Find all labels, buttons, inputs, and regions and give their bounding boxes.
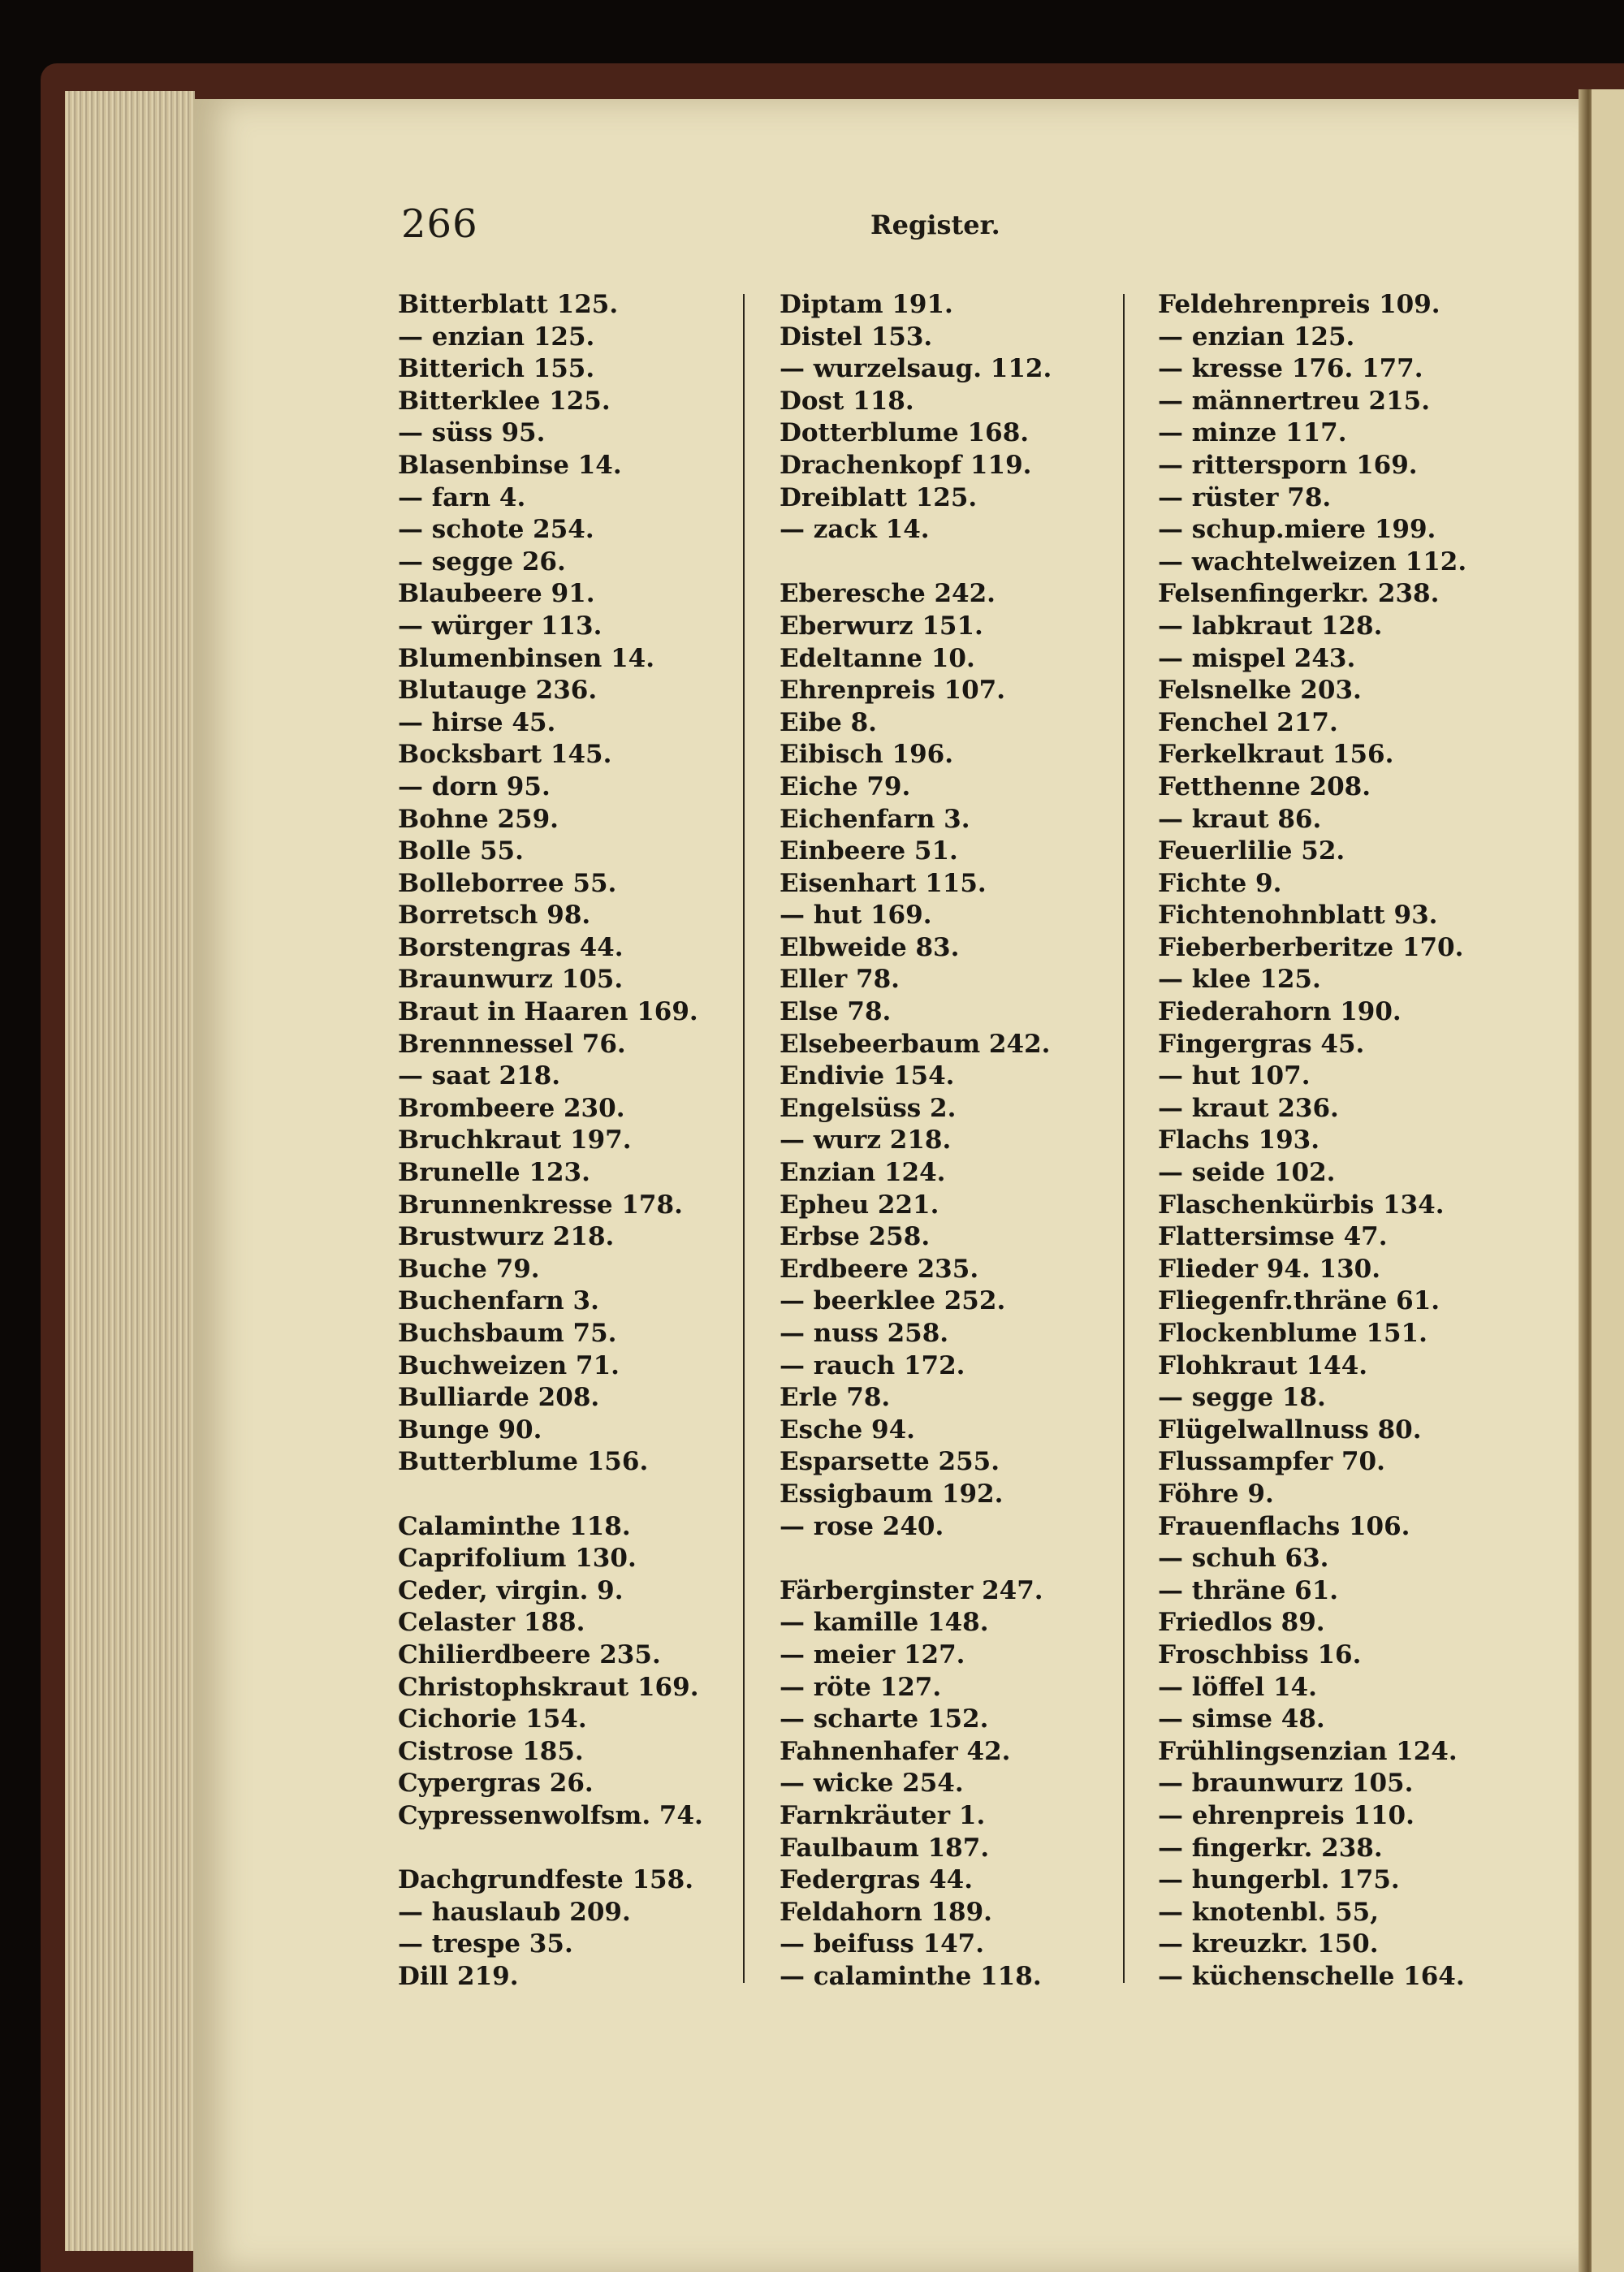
index-entry: Fiederahorn 190. bbox=[1158, 997, 1402, 1027]
index-entry: Dachgrundfeste 158. bbox=[398, 1865, 693, 1895]
section-gap bbox=[398, 1479, 739, 1511]
index-entry: — segge 26. bbox=[398, 546, 566, 577]
index-entry: Blumenbinsen 14. bbox=[398, 643, 655, 673]
index-entry: Flockenblume 151. bbox=[1158, 1319, 1427, 1348]
index-entry: — farn 4. bbox=[398, 482, 526, 512]
index-entry: Erbse 258. bbox=[780, 1222, 931, 1252]
index-column-1 bbox=[398, 289, 739, 1993]
index-entry: — hut 169. bbox=[780, 901, 932, 931]
index-entry: Endivie 154. bbox=[780, 1061, 955, 1091]
index-entry: — mispel 243. bbox=[1158, 643, 1356, 673]
index-entry: Distel 153. bbox=[780, 322, 933, 352]
index-entry: Fahnenhafer 42. bbox=[780, 1736, 1011, 1766]
index-entry: Fichte 9. bbox=[1158, 868, 1282, 898]
index-entry: Chilierdbeere 235. bbox=[398, 1639, 661, 1669]
index-entry: Fichtenohnblatt 93. bbox=[1158, 901, 1438, 931]
index-entry: — calaminthe 118. bbox=[780, 1961, 1042, 1991]
index-entry: Buche 79. bbox=[398, 1254, 540, 1284]
index-entry: — würger 113. bbox=[398, 611, 603, 641]
index-entry: Bolleborree 55. bbox=[398, 868, 617, 898]
index-entry: Dreiblatt 125. bbox=[780, 482, 978, 512]
index-entry: Blutauge 236. bbox=[398, 676, 598, 706]
index-entry: — kreuzkr. 150. bbox=[1158, 1929, 1379, 1959]
index-entry: — küchenschelle 164. bbox=[1158, 1961, 1465, 1991]
index-entry: Cistrose 185. bbox=[398, 1736, 584, 1766]
index-column-3 bbox=[1158, 289, 1499, 1993]
index-entry: — minze 117. bbox=[1158, 418, 1347, 448]
index-entry: Else 78. bbox=[780, 997, 892, 1027]
index-entry: Butterblume 156. bbox=[398, 1447, 649, 1477]
column-rule bbox=[743, 294, 745, 1983]
section-gap bbox=[398, 1833, 739, 1865]
index-entry: Bunge 90. bbox=[398, 1415, 542, 1445]
index-entry: Einbeere 51. bbox=[780, 836, 958, 866]
index-entry: — löffel 14. bbox=[1158, 1672, 1317, 1702]
facing-page-edge bbox=[1592, 89, 1624, 2272]
index-entry: — hirse 45. bbox=[398, 707, 556, 737]
index-entry: Christophskraut 169. bbox=[398, 1672, 699, 1702]
index-entry: Flaschenkürbis 134. bbox=[1158, 1190, 1445, 1220]
index-entry: — kraut 86. bbox=[1158, 804, 1322, 834]
index-entry: — enzian 125. bbox=[1158, 322, 1355, 352]
index-entry: Borstengras 44. bbox=[398, 932, 624, 962]
index-entry: Eiche 79. bbox=[780, 771, 911, 801]
index-entry: Elsebeerbaum 242. bbox=[780, 1029, 1051, 1059]
index-entry: Friedlos 89. bbox=[1158, 1608, 1325, 1638]
index-entry: Bitterich 155. bbox=[398, 354, 595, 384]
index-entry: Fliegenfr.thräne 61. bbox=[1158, 1286, 1440, 1316]
index-entry: — nuss 258. bbox=[780, 1319, 949, 1348]
index-entry: — wicke 254. bbox=[780, 1769, 964, 1799]
index-entry: Eibe 8. bbox=[780, 707, 877, 737]
index-entry: Fieberberberitze 170. bbox=[1158, 932, 1464, 962]
index-entry: Cypressenwolfsm. 74. bbox=[398, 1800, 703, 1830]
index-entry: Fetthenne 208. bbox=[1158, 771, 1371, 801]
index-entry: — zack 14. bbox=[780, 515, 930, 545]
index-entry: Flieder 94. 130. bbox=[1158, 1254, 1381, 1284]
index-entry: — segge 18. bbox=[1158, 1383, 1326, 1413]
index-entry: Fenchel 217. bbox=[1158, 707, 1338, 737]
index-entry: — kresse 176. 177. bbox=[1158, 354, 1423, 384]
index-entry: Calaminthe 118. bbox=[398, 1511, 631, 1541]
index-entry: Brunnenkresse 178. bbox=[398, 1190, 683, 1220]
index-entry: Eller 78. bbox=[780, 965, 900, 995]
index-entry: — seide 102. bbox=[1158, 1158, 1336, 1188]
index-entry: Drachenkopf 119. bbox=[780, 450, 1032, 480]
index-entry: Blaubeere 91. bbox=[398, 579, 595, 609]
index-entry: Diptam 191. bbox=[780, 290, 953, 319]
index-entry: Dotterblume 168. bbox=[780, 418, 1030, 448]
index-entry: Frauenflachs 106. bbox=[1158, 1511, 1410, 1541]
index-entry: Bitterklee 125. bbox=[398, 386, 611, 416]
index-entry: — simse 48. bbox=[1158, 1704, 1325, 1734]
index-entry: Blasenbinse 14. bbox=[398, 450, 622, 480]
index-entry: Froschbiss 16. bbox=[1158, 1639, 1362, 1669]
index-entry: Eichenfarn 3. bbox=[780, 804, 970, 834]
index-entry: — labkraut 128. bbox=[1158, 611, 1383, 641]
index-entry: — rauch 172. bbox=[780, 1350, 965, 1380]
index-entry: — schup.miere 199. bbox=[1158, 515, 1436, 545]
index-entry: Färberginster 247. bbox=[780, 1575, 1043, 1605]
index-entry: — schote 254. bbox=[398, 515, 594, 545]
index-entry: Erdbeere 235. bbox=[780, 1254, 979, 1284]
index-entry: — hut 107. bbox=[1158, 1061, 1311, 1091]
index-entry: Essigbaum 192. bbox=[780, 1479, 1004, 1509]
index-entry: — enzian 125. bbox=[398, 322, 595, 352]
index-entry: — meier 127. bbox=[780, 1639, 965, 1669]
index-entry: Buchweizen 71. bbox=[398, 1350, 620, 1380]
index-entry: — süss 95. bbox=[398, 418, 546, 448]
index-entry: Feldahorn 189. bbox=[780, 1897, 992, 1927]
index-entry: Farnkräuter 1. bbox=[780, 1800, 986, 1830]
index-entry: — beerklee 252. bbox=[780, 1286, 1006, 1316]
index-entry: Ceder, virgin. 9. bbox=[398, 1575, 624, 1605]
index-entry: Esche 94. bbox=[780, 1415, 915, 1445]
index-entry: Felsnelke 203. bbox=[1158, 676, 1362, 706]
index-entry: Braut in Haaren 169. bbox=[398, 997, 698, 1027]
index-entry: — knotenbl. 55, bbox=[1158, 1897, 1380, 1927]
index-entry: Feuerlilie 52. bbox=[1158, 836, 1345, 866]
index-entry: Brennnessel 76. bbox=[398, 1029, 626, 1059]
index-entry: Borretsch 98. bbox=[398, 901, 591, 931]
index-entry: Ehrenpreis 107. bbox=[780, 676, 1006, 706]
section-gap bbox=[780, 1543, 1121, 1575]
index-entry: — männertreu 215. bbox=[1158, 386, 1431, 416]
index-entry: Flachs 193. bbox=[1158, 1125, 1320, 1155]
index-entry: Bocksbart 145. bbox=[398, 740, 612, 770]
index-entry: Enzian 124. bbox=[780, 1158, 946, 1188]
index-entry: — braunwurz 105. bbox=[1158, 1769, 1414, 1799]
index-column-2 bbox=[780, 289, 1121, 1993]
index-entry: Eibisch 196. bbox=[780, 740, 954, 770]
index-entry: — röte 127. bbox=[780, 1672, 942, 1702]
index-entry: — beifuss 147. bbox=[780, 1929, 985, 1959]
index-entry: Dost 118. bbox=[780, 386, 914, 416]
index-entry: Brombeere 230. bbox=[398, 1093, 625, 1123]
index-entry: Dill 219. bbox=[398, 1961, 519, 1991]
index-entry: Föhre 9. bbox=[1158, 1479, 1274, 1509]
index-entry: — kraut 236. bbox=[1158, 1093, 1339, 1123]
index-entry: — ehrenpreis 110. bbox=[1158, 1800, 1415, 1830]
index-entry: — fingerkr. 238. bbox=[1158, 1833, 1383, 1863]
index-entry: Faulbaum 187. bbox=[780, 1833, 990, 1863]
index-entry: Ferkelkraut 156. bbox=[1158, 740, 1394, 770]
index-entry: — dorn 95. bbox=[398, 771, 551, 801]
index-entry: Frühlingsenzian 124. bbox=[1158, 1736, 1458, 1766]
index-entry: Eberwurz 151. bbox=[780, 611, 983, 641]
index-entry: Eberesche 242. bbox=[780, 579, 996, 609]
index-entry: Buchsbaum 75. bbox=[398, 1319, 617, 1348]
index-entry: Engelsüss 2. bbox=[780, 1093, 957, 1123]
index-entry: Elbweide 83. bbox=[780, 932, 960, 962]
index-entry: — wurz 218. bbox=[780, 1125, 952, 1155]
index-entry: Celaster 188. bbox=[398, 1608, 585, 1638]
index-entry: — wachtelweizen 112. bbox=[1158, 546, 1467, 577]
index-entry: Buchenfarn 3. bbox=[398, 1286, 599, 1316]
index-entry: Bolle 55. bbox=[398, 836, 524, 866]
index-entry: — thräne 61. bbox=[1158, 1575, 1339, 1605]
index-entry: Esparsette 255. bbox=[780, 1447, 1000, 1477]
section-gap bbox=[780, 546, 1121, 579]
index-entry: Bulliarde 208. bbox=[398, 1383, 600, 1413]
index-entry: Flügelwallnuss 80. bbox=[1158, 1415, 1422, 1445]
index-entry: Flussampfer 70. bbox=[1158, 1447, 1385, 1477]
index-entry: — hungerbl. 175. bbox=[1158, 1865, 1400, 1895]
index-entry: Brunelle 123. bbox=[398, 1158, 590, 1188]
index-entry: — wurzelsaug. 112. bbox=[780, 354, 1052, 384]
column-rule bbox=[1123, 294, 1125, 1983]
index-entry: Flohkraut 144. bbox=[1158, 1350, 1368, 1380]
index-entry: — hauslaub 209. bbox=[398, 1897, 631, 1927]
index-entry: Bitterblatt 125. bbox=[398, 290, 619, 319]
index-entry: — scharte 152. bbox=[780, 1704, 989, 1734]
index-entry: Edeltanne 10. bbox=[780, 643, 975, 673]
index-entry: — trespe 35. bbox=[398, 1929, 573, 1959]
index-entry: Brustwurz 218. bbox=[398, 1222, 615, 1252]
index-entry: Bruchkraut 197. bbox=[398, 1125, 632, 1155]
index-entry: — rittersporn 169. bbox=[1158, 450, 1418, 480]
index-entry: — rose 240. bbox=[780, 1511, 944, 1541]
index-entry: — kamille 148. bbox=[780, 1608, 989, 1638]
index-entry: Cichorie 154. bbox=[398, 1704, 587, 1734]
index-entry: — rüster 78. bbox=[1158, 482, 1332, 512]
index-entry: — klee 125. bbox=[1158, 965, 1321, 995]
index-entry: Erle 78. bbox=[780, 1383, 891, 1413]
index-entry: — saat 218. bbox=[398, 1061, 561, 1091]
running-head: Register. bbox=[870, 209, 1000, 240]
index-entry: — schuh 63. bbox=[1158, 1544, 1329, 1574]
index-entry: Federgras 44. bbox=[780, 1865, 974, 1895]
index-entry: Bohne 259. bbox=[398, 804, 559, 834]
index-entry: Flattersimse 47. bbox=[1158, 1222, 1388, 1252]
index-entry: Caprifolium 130. bbox=[398, 1544, 637, 1574]
page-number: 266 bbox=[401, 201, 478, 247]
index-entry: Felsenfingerkr. 238. bbox=[1158, 579, 1440, 609]
index-entry: Braunwurz 105. bbox=[398, 965, 624, 995]
index-entry: Cypergras 26. bbox=[398, 1769, 594, 1799]
page-edges bbox=[65, 91, 195, 2251]
index-entry: Eisenhart 115. bbox=[780, 868, 987, 898]
index-entry: Fingergras 45. bbox=[1158, 1029, 1365, 1059]
index-entry: Feldehrenpreis 109. bbox=[1158, 290, 1440, 319]
index-entry: Epheu 221. bbox=[780, 1190, 939, 1220]
